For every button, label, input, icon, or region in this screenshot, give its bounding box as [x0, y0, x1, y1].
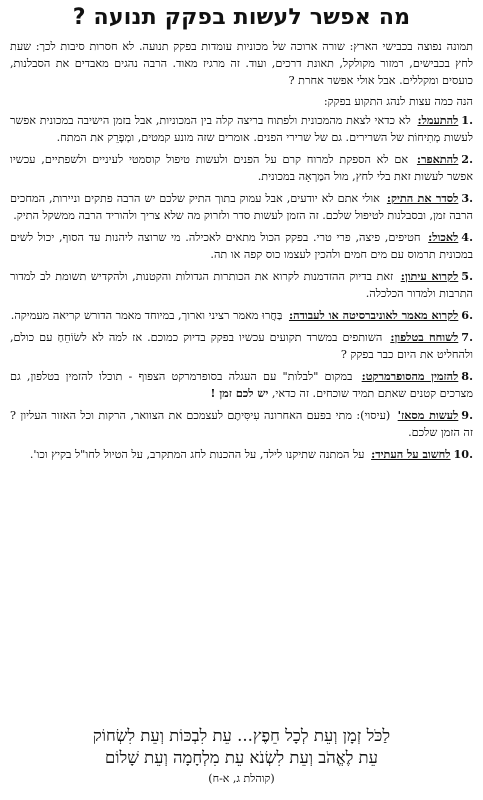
- quote-line-2: עֵת לֶאֱהֹב וְעֵת לִשְׂנֹא עֵת מִלְחָמָה וְעֵת שָׁלוֹם: [105, 748, 378, 767]
- tip-text: חטיפים, פיצה, פרי טרי. בפקק הכול מתאים לאכילה. מי שרוצה ליהנות עד הסוף, יכול לשים במכונית תרמוס עם מים חמים ולהכין לעצמו כוס קפה או תה.: [10, 231, 473, 261]
- tip-emphasis: יש לכם זמן !: [210, 386, 269, 400]
- tip-text: זאת בדיוק ההזדמנות לקרוא את הכותרות הגדולות והקטנות, ולהקדיש תשומת לב למדור התרבות ולמדור הכלכלה.: [10, 270, 473, 300]
- tips-lead: הנה כמה עצות לנהג התקוע בפקק:: [323, 95, 473, 108]
- tip-text: השותפים במשרד תקועים עכשיו בפקק בדיוק כמוכם. אז למה לא לשׂוֹחֵחַ עם כולם, ולהחליט את היום כבר בפקק ?: [10, 331, 473, 361]
- tip-text: על המתנה שתיקנו לילד, על ההכנות לחג המתקרב, על הטיול לחו"ל בקיץ וכו'.: [29, 448, 365, 461]
- tip-item: [10, 329, 473, 363]
- quote-source: (קוהלת ג, א-ח): [208, 772, 275, 785]
- tip-text: אולי אתם לא יודעים, אבל עמוק בתוך התיק שלכם יש הרבה פתקים וניירות, המחכים הרבה זמן, ובסבלנות לטיפול שלכם. זה הזמן לעשות סדר ולזרוק מה שלא צריך ולהוריד הרבה ממשקל התיק.: [10, 192, 473, 222]
- tip-item: [10, 229, 473, 263]
- page-title: מה אפשר לעשות בפקק תנועה ?: [72, 5, 411, 30]
- tip-item: [10, 268, 473, 302]
- tip-text: (עיסוי): מתי בפעם האחרונה עִיסִּיתֶם לעצמכם את הצוואר, הרקות וכל האזור העליון ? זה הזמן שלכם.: [10, 409, 473, 439]
- tip-number: .7: [461, 330, 473, 344]
- tip-number: .2: [461, 152, 473, 166]
- tip-item: [10, 407, 473, 441]
- tip-heading: לחשוב על העתיד:: [371, 447, 451, 461]
- tip-number: .9: [461, 408, 473, 422]
- tip-heading: לסדר את התיק:: [386, 191, 459, 205]
- tip-heading: להזמין מהסופרמרקט:: [361, 369, 459, 383]
- tip-item: [10, 446, 473, 463]
- tip-item: [10, 190, 473, 224]
- tip-number: .4: [461, 230, 473, 244]
- tip-text: אם לא הספקת למרוח קרם על הפנים ולעשות טיפול קוסמטי לעיניים ולשפתיים, עכשיו אפשר לעשות זאת בלי לחץ, מול המַרְאָה במכונית.: [10, 153, 473, 183]
- tip-heading: להתאפר:: [416, 152, 459, 166]
- tip-text: לא כדאי לצאת מהמכונית ולפתוח בריצה קלה בין המכוניות, אבל בזמן הישיבה במכונית אפשר לעשות מְתִיחוֹת של השרירים. גם של שרירי הפנים. אומרים שזה מונע קמטים, ומְפָרֵק את המתח.: [10, 114, 473, 144]
- tip-item: [10, 368, 473, 402]
- tip-item: [10, 112, 473, 146]
- tip-number: .10: [453, 447, 473, 461]
- tip-number: .6: [461, 308, 473, 322]
- tip-heading: לעשות מסאז': [397, 408, 459, 422]
- tip-number: .3: [461, 191, 474, 205]
- tip-heading: לשוחח בטלפון:: [390, 330, 459, 344]
- tip-text: בַּחֲרוּ מאמר רציני וארוך, במיוחד מאמר הדורש קריאה מעמיקה.: [10, 309, 283, 322]
- intro-paragraph: תמונה נפוצה בכבישי הארץ: שורה ארוכה של מכוניות עומדות בפקק תנועה. לא חסרות סיבות לכך: שעת לחץ בכבישים, רמזור מקולקל, תאונת דרכים, ועוד. זה מרגיז מאוד. הרבה נהגים מאבדים את הסבלנות, כועסים ומקללים. אבל אולי אפשר אחרת ?: [10, 40, 473, 87]
- tip-item: [10, 307, 473, 324]
- tip-heading: לאכול:: [428, 230, 459, 244]
- tip-heading: להתעמל:: [417, 113, 459, 127]
- quote-line-1: לַכֹּל זְמָן וְעֵת לְכָל חֵפֶץ... עֵת לִבְכּוֹת וְעֵת לִשְׂחוֹק: [92, 726, 391, 745]
- tip-number: .1: [461, 113, 473, 127]
- tip-number: .5: [461, 269, 473, 283]
- tip-item: [10, 151, 473, 185]
- closing-quote: [0, 725, 483, 787]
- tip-heading: לקרוא מאמר לאוניברסיטה או לעבודה:: [288, 308, 459, 322]
- tip-text: במקום "לבלות" עם העגלה בסופרמרקט הצפוף - תוכלו להזמין בטלפון, גם מצרכים קטנים שאתם תמיד שוכחים. זה כדאי,: [10, 370, 473, 400]
- tip-heading: לקרוא עיתון:: [400, 269, 459, 283]
- tip-number: .8: [461, 369, 473, 383]
